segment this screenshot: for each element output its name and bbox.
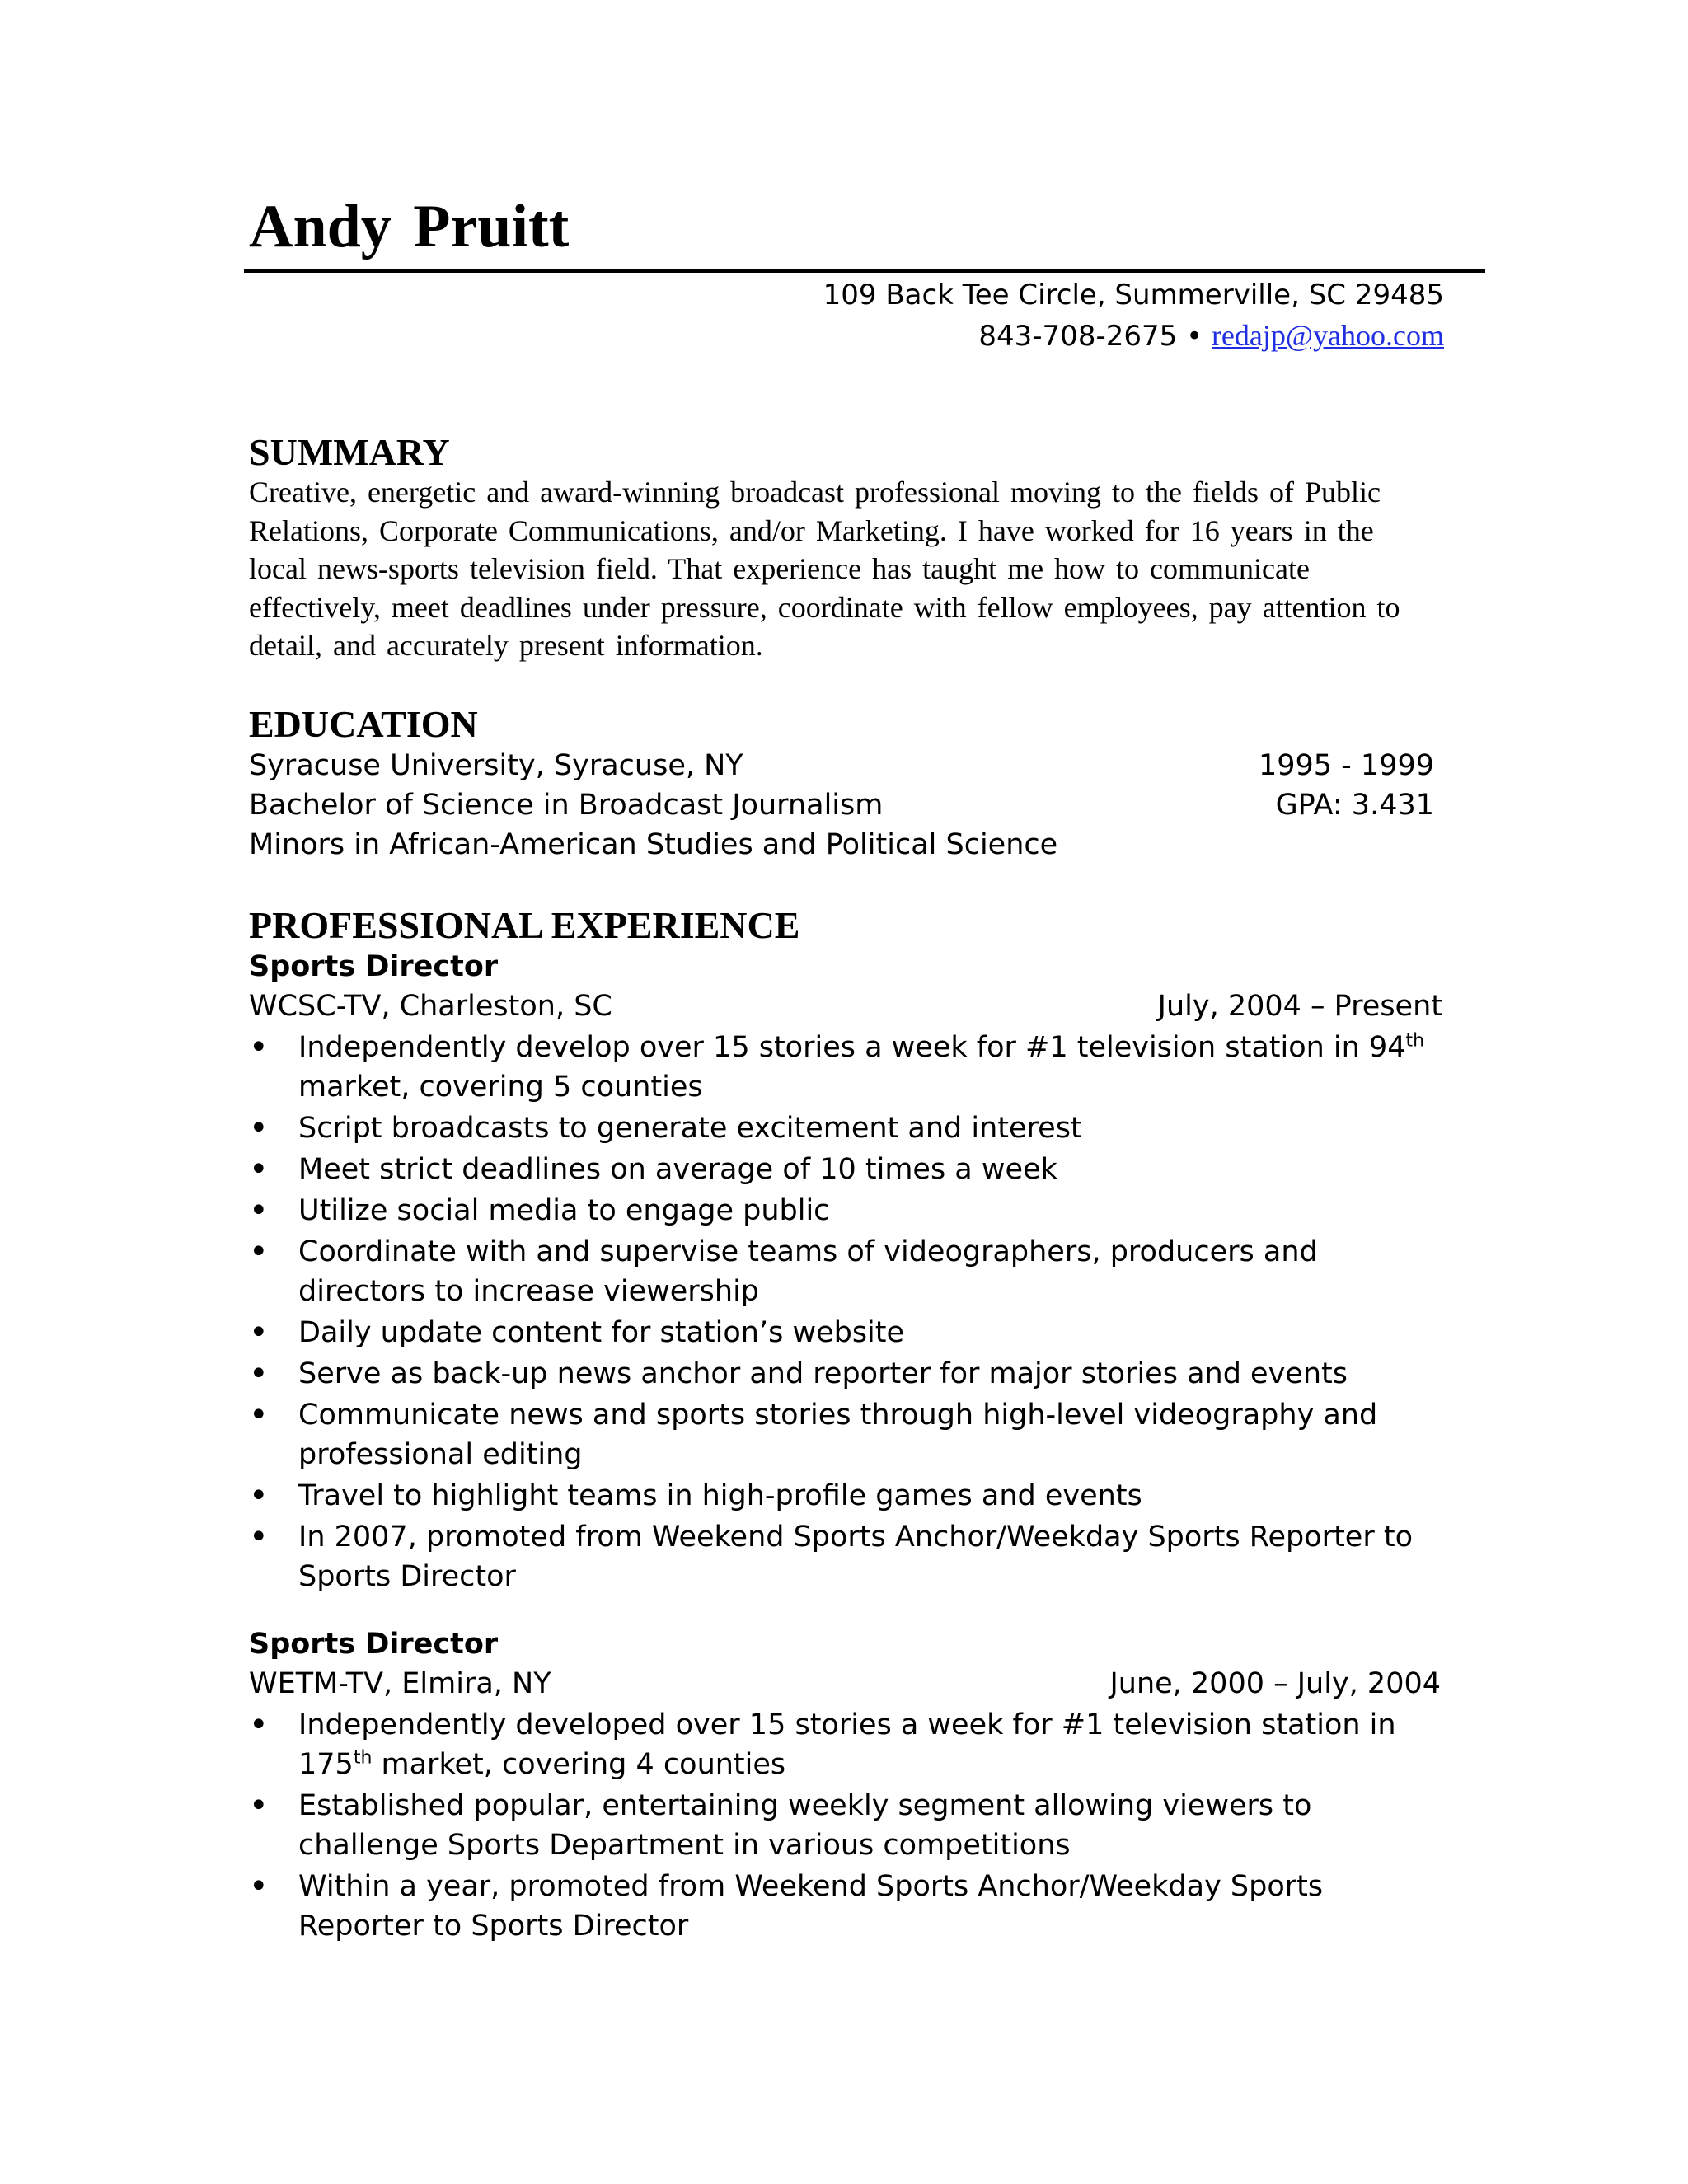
ordinal-suffix: th <box>1405 1030 1425 1052</box>
header-divider <box>244 269 1485 273</box>
list-item <box>249 1705 1452 1784</box>
candidate-name: Andy Pruitt <box>249 193 570 260</box>
list-item: • Travel to highlight teams in high-profile games and events <box>249 1476 1452 1516</box>
list-item: • Utilize social media to engage public <box>249 1191 1452 1230</box>
list-item: • Daily update content for station’s website <box>249 1313 1452 1352</box>
bullet-text-cont: market, covering 4 counties <box>372 1748 786 1781</box>
job-employer: WETM-TV, Elmira, NY <box>249 1667 551 1700</box>
education-school-row <box>249 746 1436 785</box>
minors: Minors in African-American Studies and Political Science <box>249 828 1058 861</box>
gpa: GPA: 3.431 <box>1275 789 1434 822</box>
list-item: • Meet strict deadlines on average of 10 times a week <box>249 1150 1452 1189</box>
job-duties-list <box>249 1028 1442 1596</box>
education-block <box>249 746 1436 865</box>
job-entry <box>249 947 1442 1598</box>
list-item: • Within a year, promoted from Weekend Sports Anchor/Weekday Sports Reporter to Sports Director <box>249 1867 1452 1946</box>
list-item: • Coordinate with and supervise teams of videographers, producers and directors to increase viewership <box>249 1232 1452 1311</box>
summary-heading: SUMMARY <box>249 431 450 473</box>
list-item: • Script broadcasts to generate excitement and interest <box>249 1108 1452 1148</box>
job-employer: WCSC-TV, Charleston, SC <box>249 990 612 1023</box>
email-link[interactable]: redajp@yahoo.com <box>1211 319 1444 352</box>
list-item: • Serve as back-up news anchor and reporter for major stories and events <box>249 1354 1452 1394</box>
job-dates: June, 2000 – July, 2004 <box>1109 1667 1441 1700</box>
phone-email-line <box>823 316 1444 357</box>
ordinal-suffix: th <box>353 1747 373 1769</box>
job-position: Sports Director <box>249 1628 499 1661</box>
job-entry <box>249 1624 1442 1947</box>
address: 109 Back Tee Circle, Summerville, SC 29485 <box>823 279 1444 312</box>
job-employer-row <box>249 987 1442 1026</box>
list-item: • Established popular, entertaining weekly segment allowing viewers to challenge Sports Department in various competitions <box>249 1786 1452 1865</box>
summary-text: Creative, energetic and award-winning broadcast professional moving to the fields of Public Relations, Corporate Communications, and/or Marketing. I have worked for 16 years in the local news-sports television field. That experience has taught me how to communicate effectively, meet deadlines under pressure, coordinate with fellow employees, pay attention to detail, and accurately present information. <box>249 476 1400 662</box>
degree: Bachelor of Science in Broadcast Journalism <box>249 789 884 822</box>
job-employer-row <box>249 1664 1442 1704</box>
separator-dot: • <box>1186 320 1203 353</box>
list-item <box>249 1028 1452 1107</box>
list-item: • In 2007, promoted from Weekend Sports Anchor/Weekday Sports Reporter to Sports Director <box>249 1517 1452 1596</box>
job-dates: July, 2004 – Present <box>1157 990 1442 1023</box>
phone: 843-708-2675 <box>978 320 1178 353</box>
education-heading: EDUCATION <box>249 703 478 745</box>
job-duties-list <box>249 1705 1442 1946</box>
list-item: • Communicate news and sports stories through high-level videography and professional editing <box>249 1395 1452 1474</box>
education-degree-row <box>249 785 1436 825</box>
bullet-text-cont: market, covering 5 counties <box>298 1071 703 1104</box>
contact-block <box>823 275 1444 357</box>
job-position: Sports Director <box>249 950 499 983</box>
bullet-text: Independently developed over 15 stories a week for #1 television station in 175 <box>298 1708 1396 1781</box>
school-years: 1995 - 1999 <box>1258 749 1434 782</box>
bullet-text: Independently develop over 15 stories a week for #1 television station in 94 <box>298 1031 1406 1064</box>
school: Syracuse University, Syracuse, NY <box>249 749 743 782</box>
experience-heading: PROFESSIONAL EXPERIENCE <box>249 904 800 946</box>
